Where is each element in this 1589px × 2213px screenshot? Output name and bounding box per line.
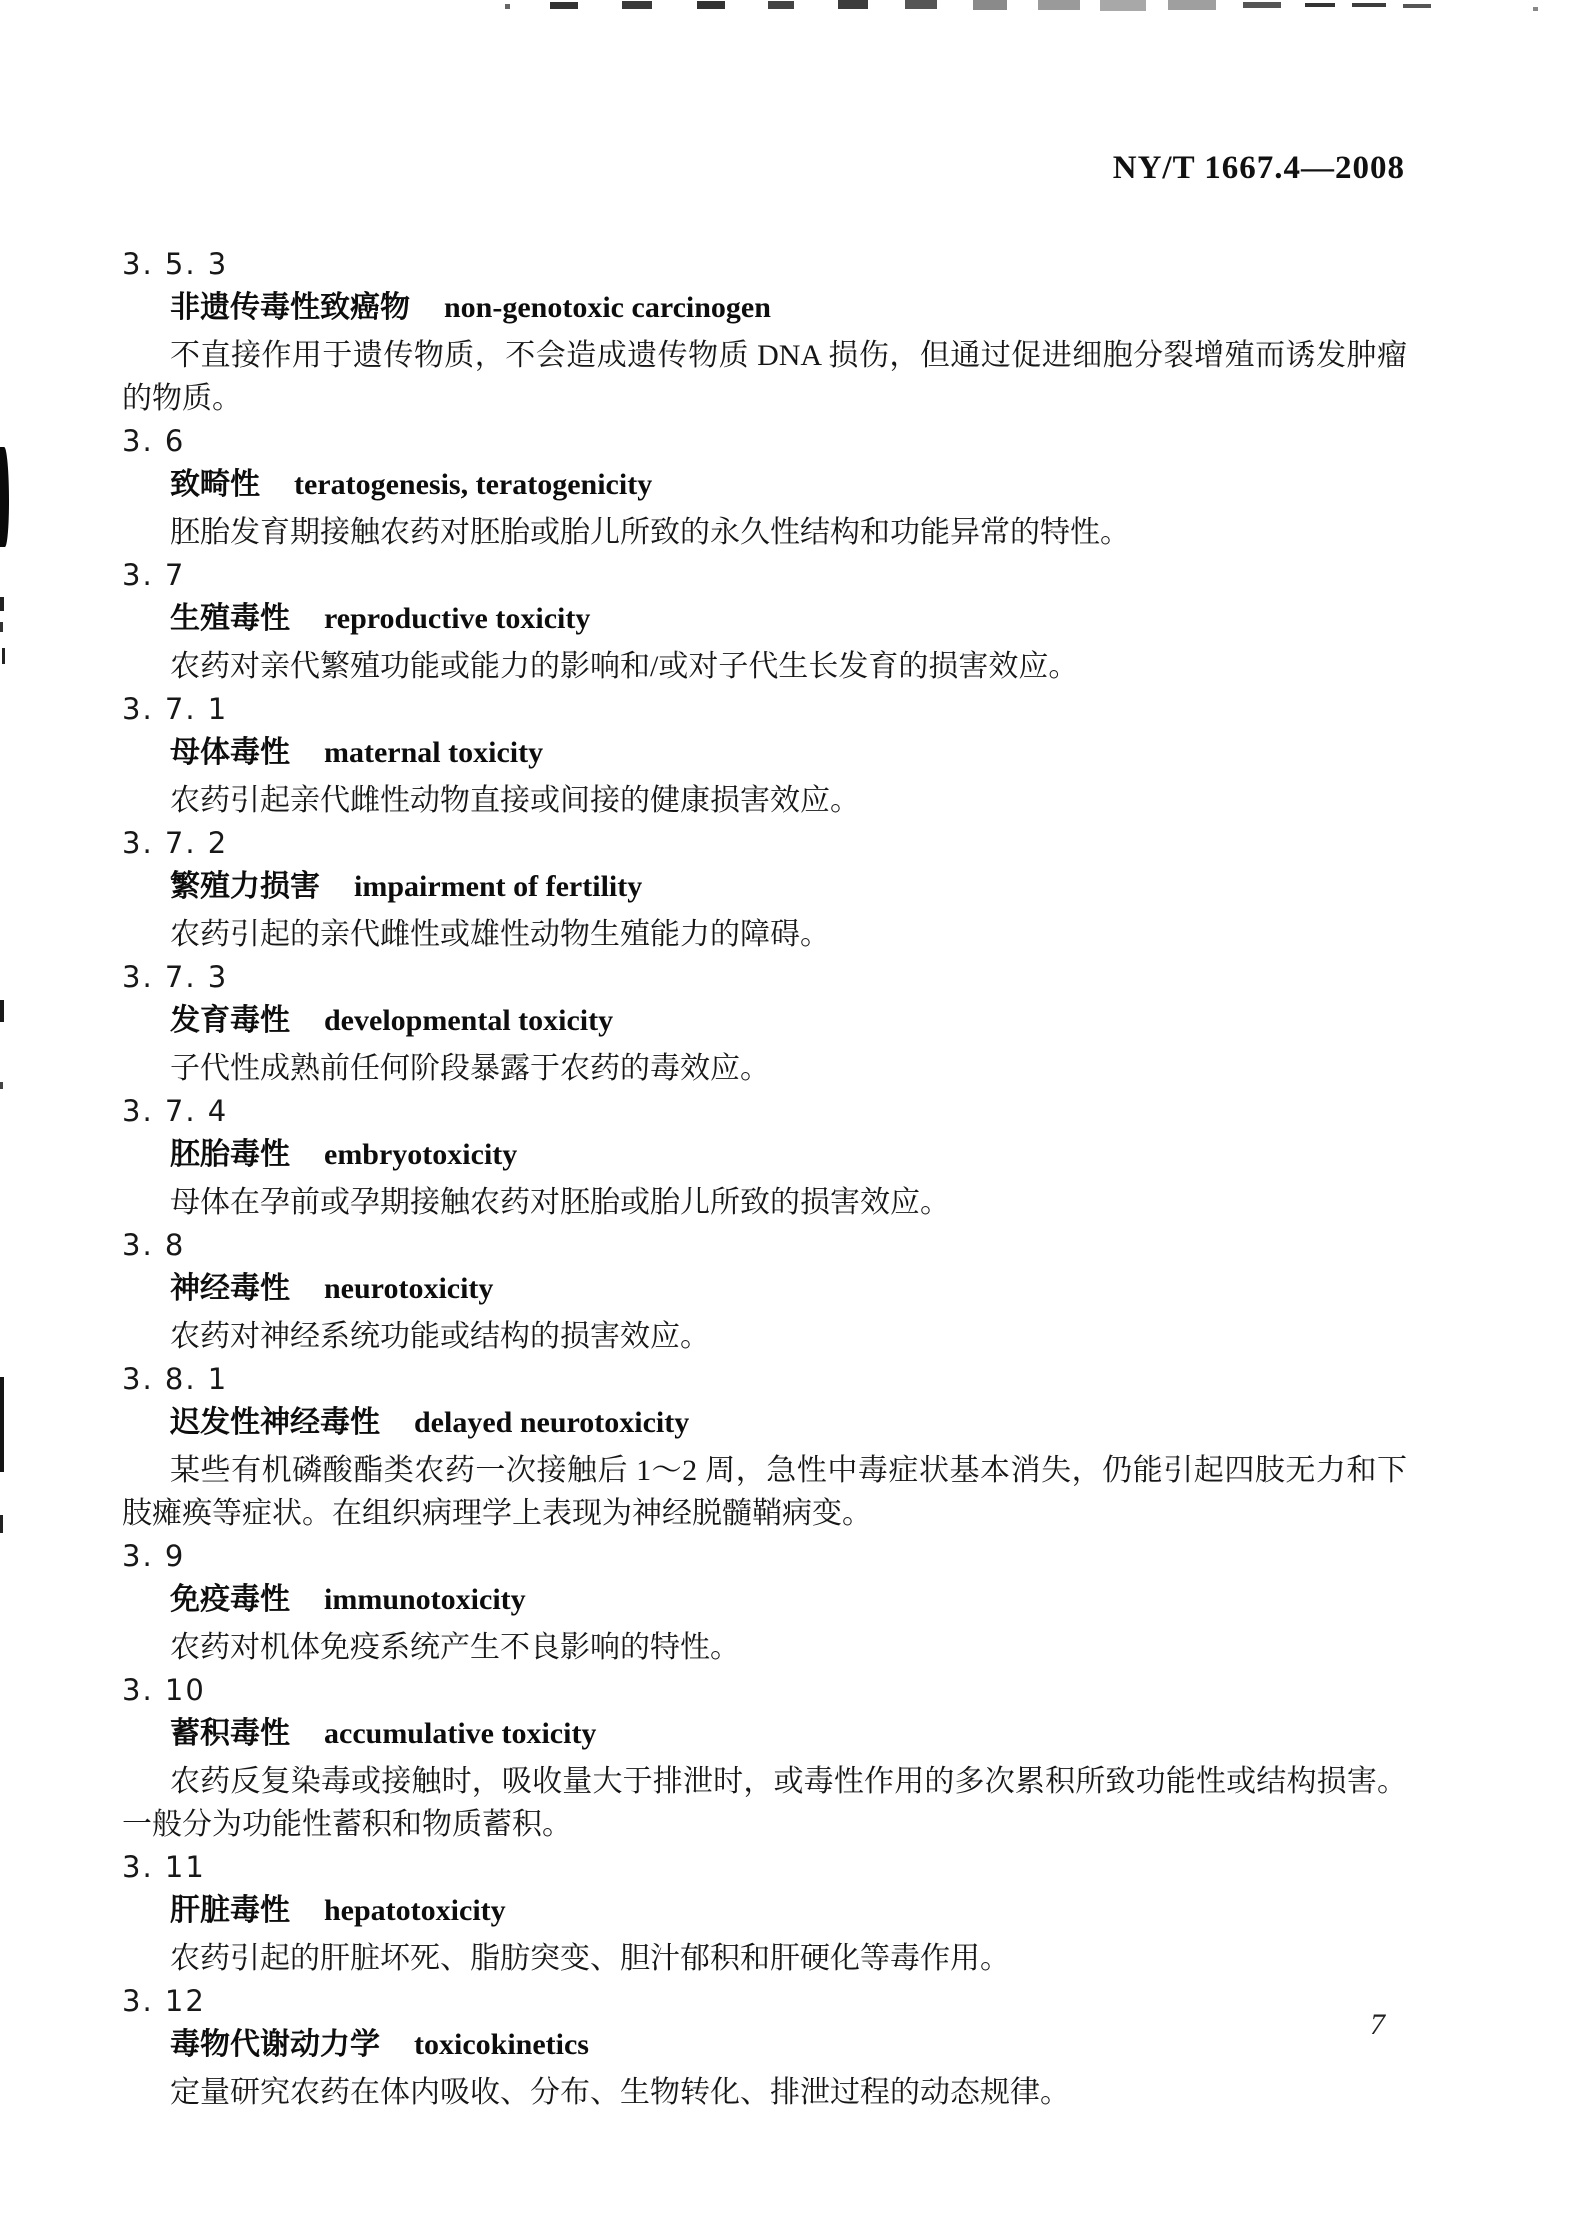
- clause-number: 3. 9: [122, 1539, 186, 1573]
- clause-number: 3. 5. 3: [122, 247, 229, 281]
- term-definition: 农药引起的亲代雌性或雄性动物生殖能力的障碍。: [170, 918, 830, 951]
- term-line: [122, 463, 1407, 511]
- term-definition: 某些有机磷酸酯类农药一次接触后 1～2 周，急性中毒症状基本消失，仍能引起四肢无力和下肢瘫痪等症状。在组织病理学上表现为神经脱髓鞘病变。: [122, 1454, 1407, 1530]
- term-chinese: 肝脏毒性: [170, 1893, 290, 1928]
- scan-artifact: [768, 1, 794, 9]
- term-english: delayed neurotoxicity: [414, 1406, 690, 1439]
- scan-artifact: [0, 447, 9, 547]
- term-english: neurotoxicity: [324, 1272, 494, 1305]
- clause-number: 3. 8. 1: [122, 1362, 229, 1396]
- scan-artifact: [0, 597, 4, 611]
- scan-artifact: [0, 622, 3, 632]
- term-english: accumulative toxicity: [324, 1717, 597, 1750]
- scan-artifact: [1352, 3, 1386, 7]
- term-line: [122, 1133, 1407, 1181]
- term-chinese: 神经毒性: [170, 1271, 290, 1306]
- scan-artifact: [622, 1, 652, 9]
- clause-number: 3. 10: [122, 1673, 206, 1707]
- scan-artifact: [505, 4, 510, 9]
- term-line: [122, 1267, 1407, 1315]
- scan-artifact: [838, 0, 868, 9]
- term-chinese: 迟发性神经毒性: [170, 1405, 380, 1440]
- term-definition: 农药对神经系统功能或结构的损害效应。: [170, 1320, 710, 1353]
- clause-number: 3. 7: [122, 558, 186, 592]
- term-definition: 农药引起亲代雌性动物直接或间接的健康损害效应。: [170, 784, 860, 817]
- term-definition: 子代性成熟前任何阶段暴露于农药的毒效应。: [170, 1052, 770, 1085]
- term-entry: [122, 243, 1407, 420]
- term-chinese: 致畸性: [170, 467, 260, 502]
- scan-artifact: [1403, 4, 1431, 8]
- term-chinese: 发育毒性: [170, 1003, 290, 1038]
- term-chinese: 毒物代谢动力学: [170, 2027, 380, 2062]
- term-line: [122, 286, 1407, 334]
- scan-artifact: [550, 2, 578, 9]
- term-entry: [122, 1980, 1407, 2114]
- scan-artifact: [1038, 0, 1080, 10]
- page-number: 7: [1370, 2008, 1385, 2041]
- scan-artifact: [905, 0, 937, 9]
- term-english: non-genotoxic carcinogen: [444, 291, 771, 324]
- term-line: [122, 999, 1407, 1047]
- standard-code: NY/T 1667.4—2008: [1112, 150, 1405, 186]
- scan-artifact: [2, 648, 5, 664]
- scan-artifact: [1533, 7, 1538, 11]
- term-english: developmental toxicity: [324, 1004, 614, 1037]
- term-entry: [122, 1535, 1407, 1669]
- term-chinese: 非遗传毒性致癌物: [170, 290, 410, 325]
- term-english: teratogenesis, teratogenicity: [294, 468, 653, 501]
- term-english: immunotoxicity: [324, 1583, 526, 1616]
- term-definition: 母体在孕前或孕期接触农药对胚胎或胎儿所致的损害效应。: [170, 1186, 950, 1219]
- scan-artifact: [0, 1515, 3, 1533]
- term-chinese: 蓄积毒性: [170, 1716, 290, 1751]
- scan-artifact: [973, 0, 1007, 10]
- term-definition: 农药反复染毒或接触时，吸收量大于排泄时，或毒性作用的多次累积所致功能性或结构损害。一般分为功能性蓄积和物质蓄积。: [122, 1765, 1407, 1841]
- term-entry: [122, 688, 1407, 822]
- term-english: hepatotoxicity: [324, 1894, 506, 1927]
- page-content: [122, 243, 1407, 2114]
- scan-artifact: [1100, 0, 1146, 11]
- term-chinese: 免疫毒性: [170, 1582, 290, 1617]
- clause-number: 3. 7. 2: [122, 826, 229, 860]
- term-entry: [122, 822, 1407, 956]
- scan-artifact: [0, 1000, 4, 1022]
- clause-number: 3. 8: [122, 1228, 186, 1262]
- scan-artifact: [1243, 2, 1281, 8]
- scan-artifact: [0, 1377, 4, 1472]
- term-chinese: 母体毒性: [170, 735, 290, 770]
- term-entry: [122, 1846, 1407, 1980]
- clause-number: 3. 7. 1: [122, 692, 229, 726]
- scan-artifact: [1168, 0, 1216, 10]
- term-entry: [122, 956, 1407, 1090]
- term-definition: 胚胎发育期接触农药对胚胎或胎儿所致的永久性结构和功能异常的特性。: [170, 516, 1130, 549]
- term-chinese: 繁殖力损害: [170, 869, 320, 904]
- term-line: [122, 2023, 1407, 2071]
- term-entry: [122, 1090, 1407, 1224]
- term-line: [122, 865, 1407, 913]
- term-definition: 定量研究农药在体内吸收、分布、生物转化、排泄过程的动态规律。: [170, 2076, 1070, 2109]
- term-line: [122, 1712, 1407, 1760]
- clause-number: 3. 11: [122, 1850, 206, 1884]
- term-chinese: 胚胎毒性: [170, 1137, 290, 1172]
- term-line: [122, 1889, 1407, 1937]
- term-english: maternal toxicity: [324, 736, 544, 769]
- term-line: [122, 731, 1407, 779]
- term-english: toxicokinetics: [414, 2028, 589, 2061]
- term-entry: [122, 554, 1407, 688]
- term-entry: [122, 420, 1407, 554]
- term-line: [122, 597, 1407, 645]
- term-english: impairment of fertility: [354, 870, 643, 903]
- clause-number: 3. 7. 3: [122, 960, 229, 994]
- term-definition: 农药对亲代繁殖功能或能力的影响和/或对子代生长发育的损害效应。: [170, 650, 1079, 683]
- clause-number: 3. 7. 4: [122, 1094, 229, 1128]
- term-definition: 农药对机体免疫系统产生不良影响的特性。: [170, 1631, 740, 1664]
- term-entry: [122, 1358, 1407, 1535]
- term-english: embryotoxicity: [324, 1138, 518, 1171]
- scan-artifact: [697, 1, 725, 9]
- scan-artifact: [0, 1082, 3, 1089]
- term-definition: 农药引起的肝脏坏死、脂肪突变、胆汁郁积和肝硬化等毒作用。: [170, 1942, 1010, 1975]
- clause-number: 3. 12: [122, 1984, 206, 2018]
- term-chinese: 生殖毒性: [170, 601, 290, 636]
- term-line: [122, 1401, 1407, 1449]
- term-definition: 不直接作用于遗传物质，不会造成遗传物质 DNA 损伤，但通过促进细胞分裂增殖而诱发肿瘤的物质。: [122, 339, 1407, 415]
- term-entry: [122, 1669, 1407, 1846]
- scan-artifact: [1305, 3, 1335, 7]
- term-entry: [122, 1224, 1407, 1358]
- term-line: [122, 1578, 1407, 1626]
- clause-number: 3. 6: [122, 424, 186, 458]
- term-english: reproductive toxicity: [324, 602, 591, 635]
